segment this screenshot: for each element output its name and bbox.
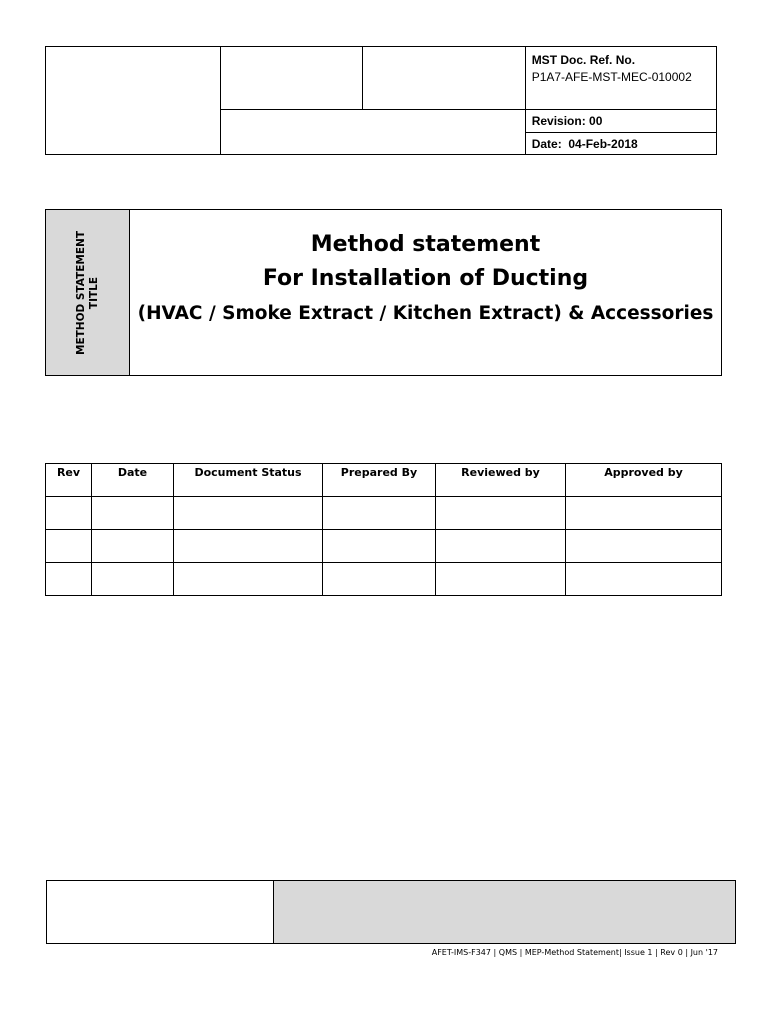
- header-blank-cell-2: [363, 47, 525, 110]
- table-cell: [323, 497, 436, 530]
- document-header-table: [45, 46, 717, 155]
- column-header-rev: Rev: [46, 464, 92, 497]
- title-side-label-line1: METHOD STATEMENT: [74, 230, 87, 355]
- footer-shaded-cell: [274, 881, 735, 943]
- title-main-cell: [130, 210, 721, 375]
- table-cell: [174, 497, 323, 530]
- table-cell: [436, 530, 566, 563]
- logo-cell: [46, 47, 221, 155]
- document-title-line2: For Installation of Ducting: [262, 266, 589, 291]
- column-header-reviewed-by: Reviewed by: [436, 464, 566, 497]
- header-blank-cell-3: [221, 110, 525, 155]
- table-cell: [566, 563, 722, 596]
- table-cell: [46, 497, 92, 530]
- footer-blank-cell: [47, 881, 274, 943]
- column-header-date: Date: [92, 464, 174, 497]
- table-cell: [436, 497, 566, 530]
- table-cell: [174, 563, 323, 596]
- table-cell: [566, 497, 722, 530]
- table-header-row: [46, 464, 722, 497]
- revision-history-table: [45, 463, 722, 596]
- table-row: [46, 563, 722, 596]
- column-header-document-status: Document Status: [174, 464, 323, 497]
- table-cell: [92, 563, 174, 596]
- document-title-line1: Method statement: [310, 232, 541, 257]
- date-text: Date: 04-Feb-2018: [531, 137, 638, 151]
- column-header-approved-by: Approved by: [566, 464, 722, 497]
- table-cell: [92, 530, 174, 563]
- footer-text: AFET-IMS-F347 | QMS | MEP-Method Statement| Issue 1 | Rev 0 | Jun '17: [431, 948, 718, 957]
- title-side-label-line2: TITLE: [87, 276, 100, 309]
- doc-ref-cell: [525, 47, 716, 110]
- table-cell: [566, 530, 722, 563]
- table-row: [46, 530, 722, 563]
- doc-ref-label: MST Doc. Ref. No.: [531, 53, 636, 67]
- table-cell: [46, 563, 92, 596]
- revision-cell: [525, 110, 716, 133]
- title-side-label: [75, 218, 101, 368]
- table-cell: [323, 563, 436, 596]
- table-cell: [46, 530, 92, 563]
- doc-ref-value: P1A7-AFE-MST-MEC-010002: [531, 70, 692, 84]
- document-title-line3: (HVAC / Smoke Extract / Kitchen Extract) & Accessories: [137, 303, 714, 324]
- table-cell: [174, 530, 323, 563]
- footer-block: [46, 880, 736, 944]
- table-cell: [92, 497, 174, 530]
- date-cell: [525, 133, 716, 155]
- header-blank-cell-1: [221, 47, 363, 110]
- revision-text: Revision: 00: [531, 114, 603, 128]
- table-cell: [436, 563, 566, 596]
- column-header-prepared-by: Prepared By: [323, 464, 436, 497]
- title-block: [45, 209, 722, 376]
- title-side-label-cell: [46, 210, 130, 375]
- table-row: [46, 497, 722, 530]
- table-cell: [323, 530, 436, 563]
